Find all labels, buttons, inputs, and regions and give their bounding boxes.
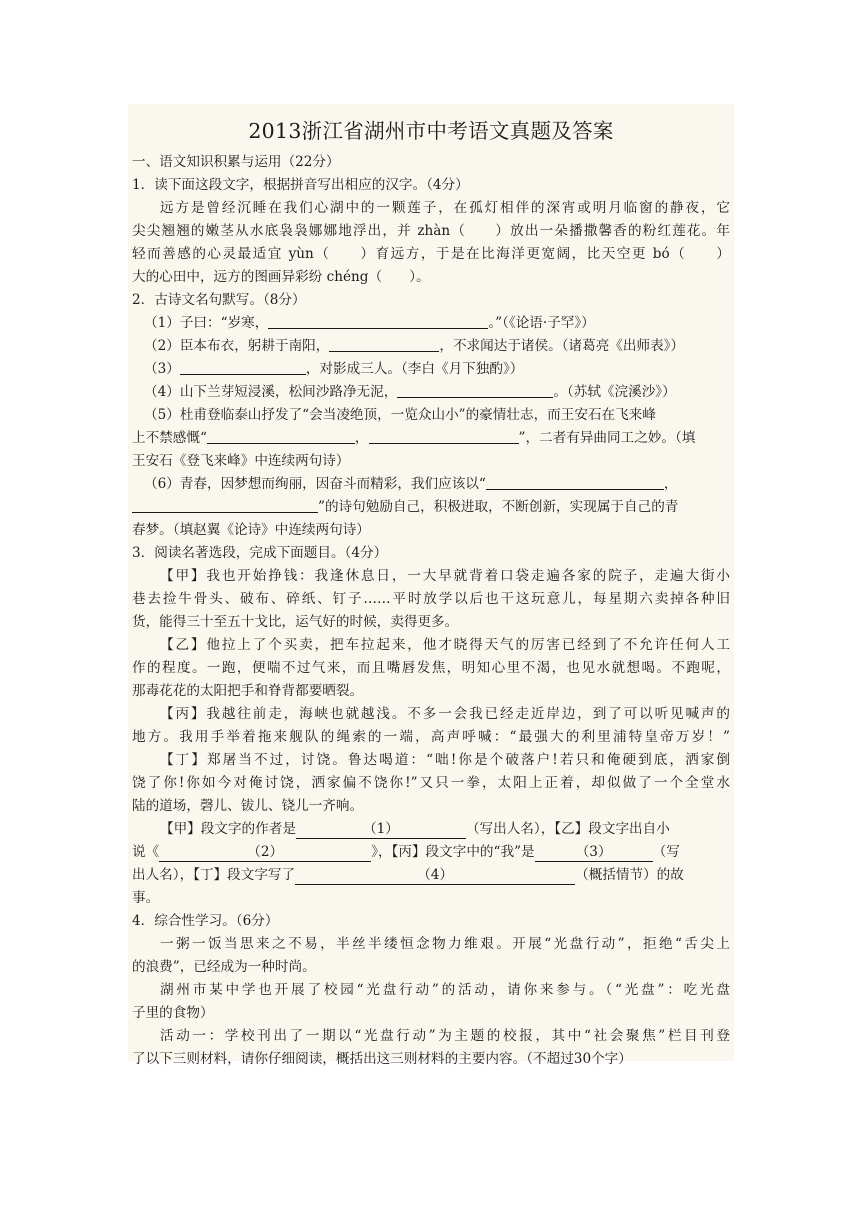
answer-blank[interactable] <box>207 429 355 444</box>
paragraph-line: 活动一：学校刊出了一期以“光盘行动”为主题的校报，其中“社会聚焦”栏目刊登 <box>160 1028 730 1044</box>
poem-line-6-cont: ”的诗句勉励自己，积极进取，不断创新，实现属于自己的青 <box>132 496 730 518</box>
question-2-heading: 2．古诗文名句默写。（8分） <box>132 292 306 308</box>
poem-line-6-note: 春梦。（填赵翼《论诗》中连续两句诗） <box>132 522 370 538</box>
paragraph-line: 一粥一饭当思来之不易，半丝半缕恒念物力维艰。开展“光盘行动”，拒绝“舌尖上 <box>160 936 730 952</box>
paragraph-line: 的浪费”，已经成为一种时尚。 <box>132 959 316 975</box>
answer-blank-4[interactable]: （4） <box>295 866 575 885</box>
excerpt-jia: 货，能得三十至五十戈比，运气好的时候，卖得更多。 <box>132 614 459 630</box>
excerpt-yi: 那毒花花的太阳把手和脊背都要晒裂。 <box>132 683 364 699</box>
question-4-heading: 4．综合性学习。（6分） <box>132 913 279 929</box>
answer-blank[interactable] <box>132 498 318 513</box>
excerpt-bing: 【丙】我越往前走，海峡也就越浅。不多一会我已经走近岸边，到了可以听见喊声的 <box>160 706 730 722</box>
excerpt-yi: 作的程度。一跑，便喘不过气来，而且嘴唇发焦，明知心里不渴，也见水就想喝。不跑呢， <box>132 660 730 676</box>
excerpt-ding: 饶了你!你如今对俺讨饶，洒家偏不饶你!”又只一拳，太阳上正着，却似做了一个全堂水 <box>132 775 730 791</box>
answer-blank[interactable] <box>329 337 439 352</box>
poem-line-5: （5）杜甫登临泰山抒发了“会当凌绝顶，一览众山小”的豪情壮志，而王安石在飞来峰 <box>144 407 656 423</box>
paragraph-line: 尖尖翘翘的嫩茎从水底袅袅娜娜地浮出，并 zhàn（ ）放出一朵播撒馨香的粉红莲花。年 <box>132 223 730 239</box>
question-3-heading: 3．阅读名著选段，完成下面题目。（4分） <box>132 545 388 561</box>
poem-line-1: （1）子曰：“岁寒， 。”（《论语·子罕》） <box>144 315 595 331</box>
poem-line-5-note: 王安石《登飞来峰》中连续两句诗） <box>132 453 350 469</box>
q3-question-line: 出人名），【丁】段文字写了 （4） （概括情节）的故 <box>132 867 684 883</box>
question-1-heading: 1．读下面这段文字，根据拼音写出相应的汉字。（4分） <box>132 177 469 193</box>
q3-question-line: 事。 <box>132 890 160 906</box>
answer-blank-3[interactable]: （3） <box>535 843 653 862</box>
excerpt-ding: 【丁】郑屠当不过，讨饶。鲁达喝道：“咄!你是个破落户!若只和俺硬到底，洒家倒 <box>160 752 730 768</box>
answer-blank-2[interactable]: （2） <box>159 843 371 862</box>
answer-blank[interactable] <box>268 314 488 329</box>
answer-blank[interactable] <box>397 383 553 398</box>
excerpt-jia: 【甲】我也开始挣钱：我逢休息日，一大早就背着口袋走遍各家的院子，走遍大街小 <box>160 568 730 584</box>
poem-line-6: （6）青春，因梦想而绚丽，因奋斗而精彩，我们应该以“ ， <box>144 476 678 492</box>
answer-blank[interactable] <box>369 429 519 444</box>
excerpt-jia: 巷去捡牛骨头、破布、碎纸、钉子……平时放学以后也干这玩意儿，每星期六卖掉各种旧 <box>132 591 730 607</box>
paragraph-line: 了以下三则材料，请你仔细阅读，概括出这三则材料的主要内容。（不超过30个字） <box>132 1051 632 1067</box>
paragraph-line: 远方是曾经沉睡在我们心湖中的一颗莲子，在孤灯相伴的深宵或明月临窗的静夜，它 <box>160 200 730 216</box>
q3-question-line: 【甲】段文字的作者是 （1） （写出人名），【乙】段文字出自小 <box>160 821 670 837</box>
paragraph-line: 大的心田中，远方的图画异彩纷 chéng（ ）。 <box>132 269 430 285</box>
poem-line-3: （3） ，对影成三人。（李白《月下独酌》） <box>144 361 524 377</box>
paragraph-line: 轻而善感的心灵最适宜 yùn（ ）育远方，于是在比海洋更宽阔，比天空更 bó（ ） <box>132 246 730 262</box>
answer-blank[interactable] <box>486 475 664 490</box>
excerpt-ding: 陆的道场，磬儿、钹儿、铙儿一齐响。 <box>132 798 364 814</box>
paragraph-line: 子里的食物） <box>132 1005 214 1021</box>
poem-line-4: （4）山下兰芽短浸溪，松间沙路净无泥， 。（苏轼《浣溪沙》） <box>144 384 676 400</box>
paragraph-line: 湖州市某中学也开展了校园“光盘行动”的活动，请你来参与。（“光盘”：吃光盘 <box>160 982 730 998</box>
poem-line-5-cont: 上不禁感慨“ ， ”，二者有异曲同工之妙。（填 <box>132 430 696 446</box>
document-page <box>128 104 734 1067</box>
page-title: 2013浙江省湖州市中考语文真题及答案 <box>248 119 614 143</box>
poem-line-2: （2）臣本布衣，躬耕于南阳， ，不求闻达于诸侯。（诸葛亮《出师表》） <box>144 338 685 354</box>
excerpt-yi: 【乙】他拉上了个买卖，把车拉起来，他才晓得天气的厉害已经到了不允许任何人工 <box>160 637 730 653</box>
q3-question-line: 说《 （2） 》，【丙】段文字中的“我”是 （3） （写 <box>132 844 680 860</box>
answer-blank-1[interactable]: （1） <box>296 820 466 839</box>
section-heading: 一、语文知识积累与运用（22分） <box>132 154 340 170</box>
answer-blank[interactable] <box>180 360 306 375</box>
excerpt-bing: 地方。我用手举着拖来舰队的绳索的一端，高声呼喊：“最强大的利里浦特皇帝万岁！” <box>132 729 730 745</box>
